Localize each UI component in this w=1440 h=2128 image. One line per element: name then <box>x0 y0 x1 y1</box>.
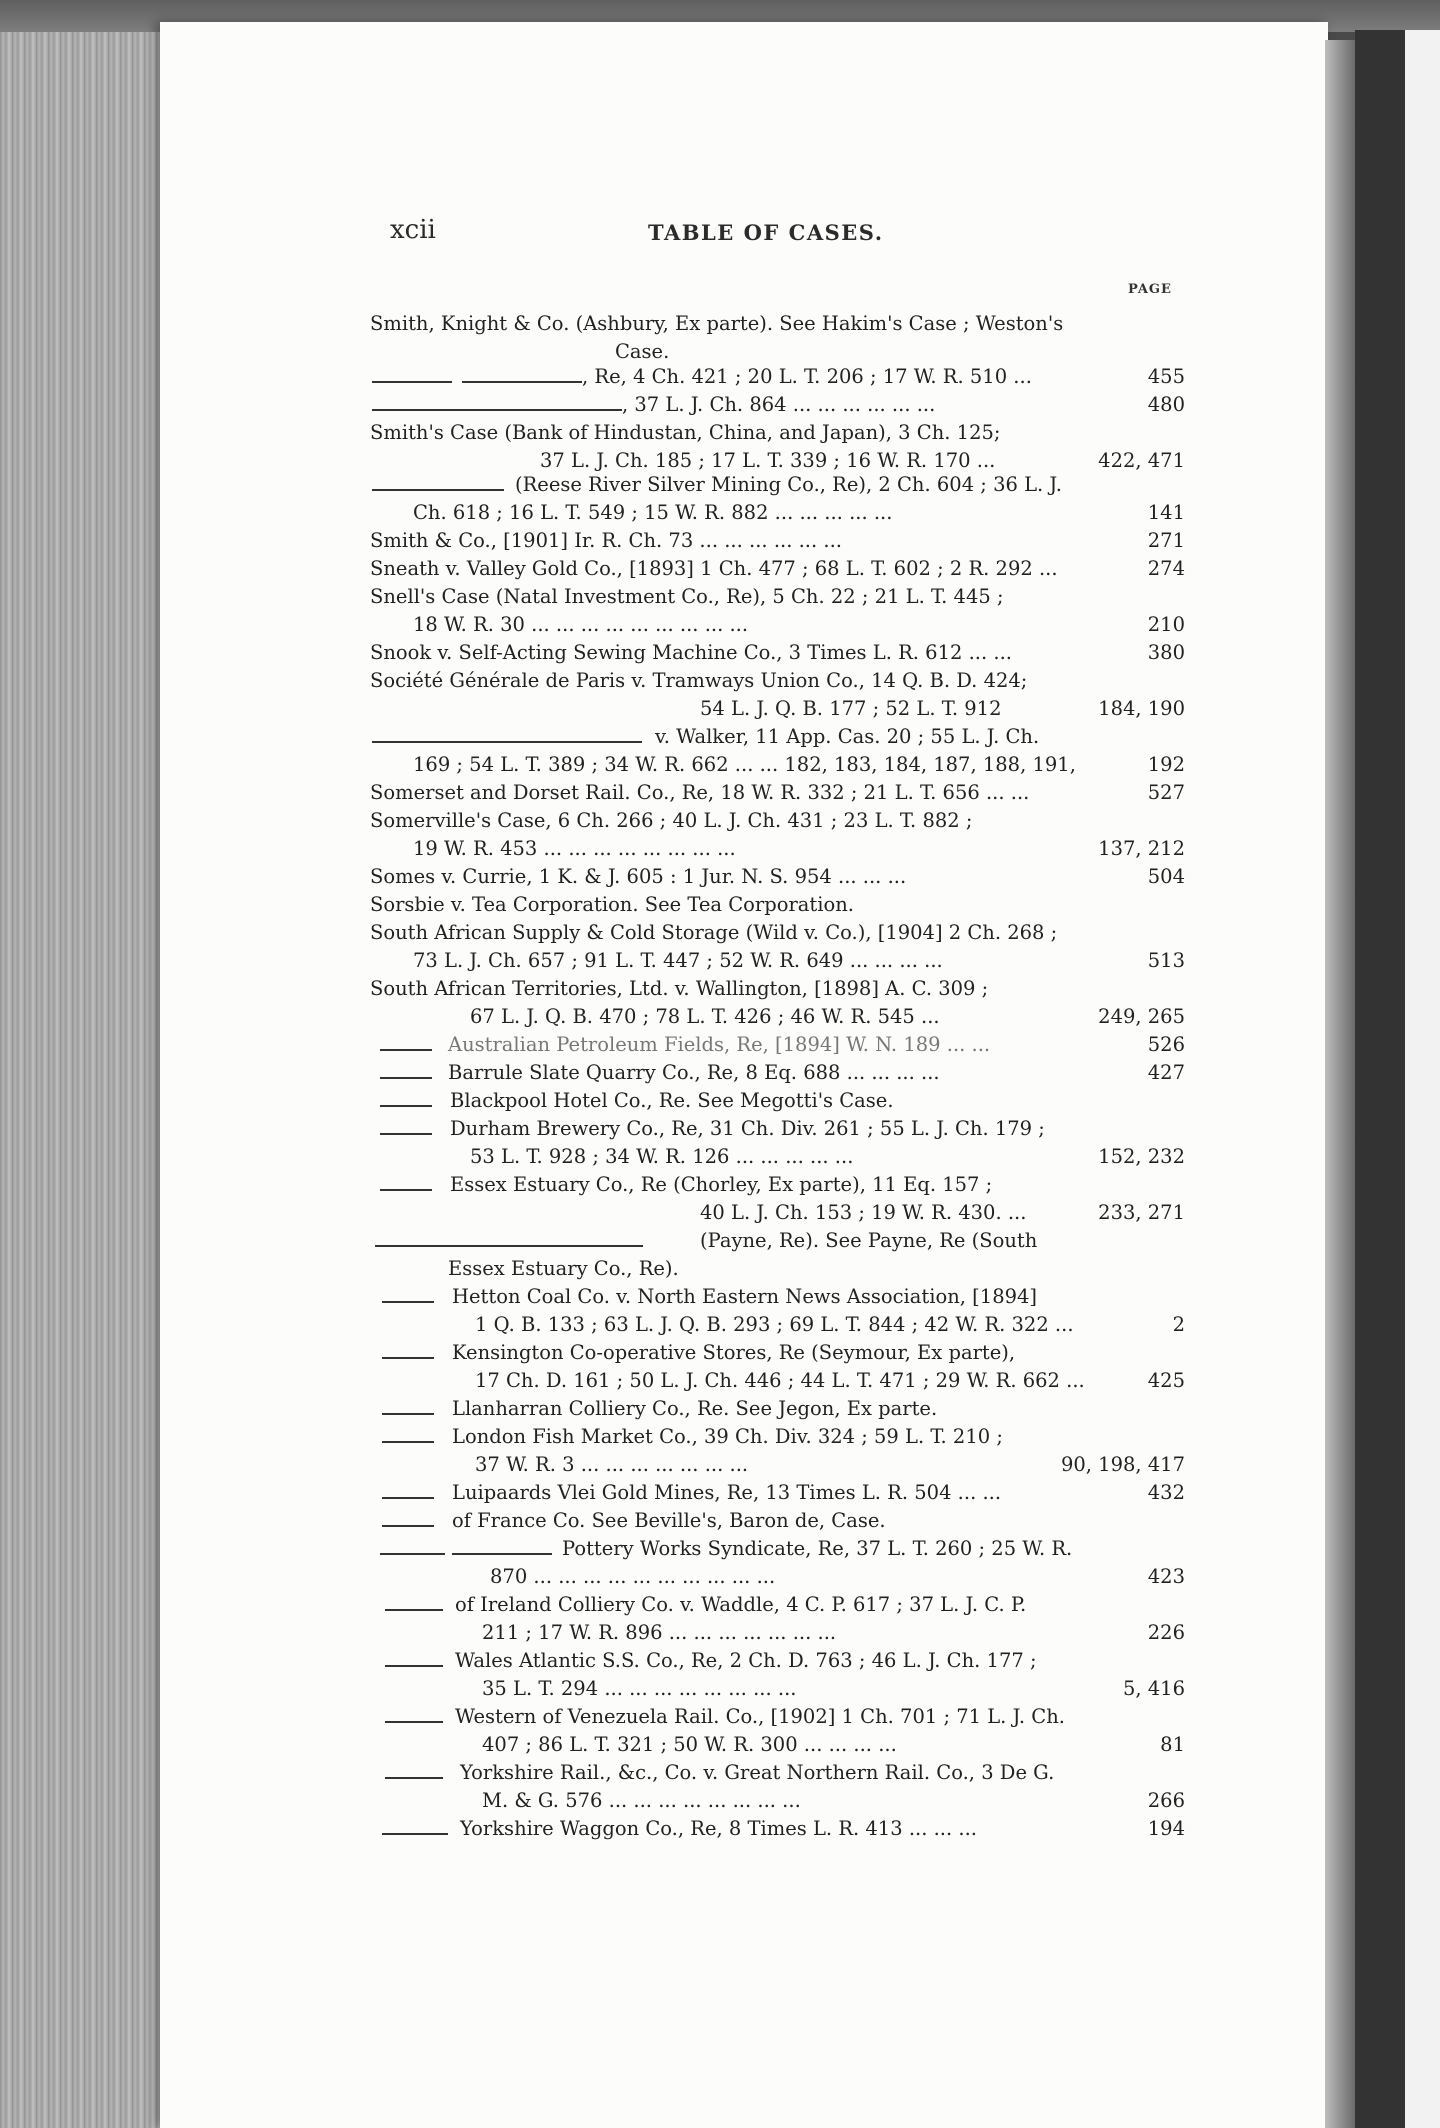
entry-line: Sneath v. Valley Gold Co., [1893] 1 Ch. 477 ; 68 L. T. 602 ; 2 R. 292 ... <box>370 557 1058 580</box>
ditto-dash <box>452 1553 552 1555</box>
entry-page-ref: 249, 265 <box>1098 1005 1185 1028</box>
entry-line: Pottery Works Syndicate, Re, 37 L. T. 260 ; 25 W. R. <box>562 1537 1073 1560</box>
ditto-dash <box>380 1189 432 1191</box>
entry-page-ref: 90, 198, 417 <box>1060 1453 1185 1476</box>
ditto-dash <box>382 1833 448 1835</box>
entry-line: 67 L. J. Q. B. 470 ; 78 L. T. 426 ; 46 W. R. 545 ... <box>470 1005 940 1028</box>
entry-line: 407 ; 86 L. T. 321 ; 50 W. R. 300 ... ... ... ... <box>482 1733 897 1756</box>
entry-line: Snook v. Self-Acting Sewing Machine Co., 3 Times L. R. 612 ... ... <box>370 641 1012 664</box>
entry-line: 1 Q. B. 133 ; 63 L. J. Q. B. 293 ; 69 L. T. 844 ; 42 W. R. 322 ... <box>475 1313 1074 1336</box>
ditto-dash <box>382 1497 434 1499</box>
entry-line: Smith's Case (Bank of Hindustan, China, and Japan), 3 Ch. 125; <box>370 421 1001 444</box>
entry-line: 211 ; 17 W. R. 896 ... ... ... ... ... ... ... <box>482 1621 837 1644</box>
entry-page-ref: 226 <box>1147 1621 1185 1644</box>
entry-line: Snell's Case (Natal Investment Co., Re), 5 Ch. 22 ; 21 L. T. 445 ; <box>370 585 1004 608</box>
entry-page-ref: 425 <box>1147 1369 1185 1392</box>
entry-line: Llanharran Colliery Co., Re. See Jegon, Ex parte. <box>452 1397 938 1420</box>
ditto-dash <box>382 1525 434 1527</box>
entry-page-ref: 81 <box>1160 1733 1185 1756</box>
entry-line: Durham Brewery Co., Re, 31 Ch. Div. 261 ; 55 L. J. Ch. 179 ; <box>450 1117 1045 1140</box>
entry-line: Yorkshire Rail., &c., Co. v. Great Northern Rail. Co., 3 De G. <box>460 1761 1055 1784</box>
entry-page-ref: 423 <box>1147 1565 1185 1588</box>
entry-line: 53 L. T. 928 ; 34 W. R. 126 ... ... ... ... ... <box>470 1145 854 1168</box>
page-number: xcii <box>390 215 436 245</box>
entry-page-ref: 526 <box>1147 1033 1185 1056</box>
entry-line: 54 L. J. Q. B. 177 ; 52 L. T. 912 <box>700 697 1002 720</box>
entry-line: London Fish Market Co., 39 Ch. Div. 324 ; 59 L. T. 210 ; <box>452 1425 1003 1448</box>
entry-line: Essex Estuary Co., Re (Chorley, Ex parte), 11 Eq. 157 ; <box>450 1173 993 1196</box>
entry-line: 870 ... ... ... ... ... ... ... ... ... ... <box>490 1565 776 1588</box>
entry-line: 18 W. R. 30 ... ... ... ... ... ... ... ... ... <box>413 613 749 636</box>
entry-line: Yorkshire Waggon Co., Re, 8 Times L. R. 413 ... ... ... <box>460 1817 977 1840</box>
ditto-dash <box>380 1049 432 1051</box>
entry-page-ref: 504 <box>1147 865 1185 888</box>
entry-page-ref: 137, 212 <box>1098 837 1185 860</box>
entry-line: 73 L. J. Ch. 657 ; 91 L. T. 447 ; 52 W. R. 649 ... ... ... ... <box>413 949 943 972</box>
entry-line: 40 L. J. Ch. 153 ; 19 W. R. 430. ... <box>700 1201 1027 1224</box>
entry-line: South African Territories, Ltd. v. Wallington, [1898] A. C. 309 ; <box>370 977 989 1000</box>
entry-line: Barrule Slate Quarry Co., Re, 8 Eq. 688 ... ... ... ... <box>448 1061 940 1084</box>
entry-line: Case. <box>615 340 670 363</box>
entry-line: Essex Estuary Co., Re). <box>448 1257 679 1280</box>
ditto-dash <box>462 381 582 383</box>
entry-line: Wales Atlantic S.S. Co., Re, 2 Ch. D. 763 ; 46 L. J. Ch. 177 ; <box>455 1649 1037 1672</box>
entry-line: Somerset and Dorset Rail. Co., Re, 18 W. R. 332 ; 21 L. T. 656 ... ... <box>370 781 1030 804</box>
entry-line: 37 W. R. 3 ... ... ... ... ... ... ... <box>475 1453 749 1476</box>
ditto-dash <box>382 1357 434 1359</box>
entry-page-ref: 455 <box>1147 365 1185 388</box>
ditto-dash <box>382 1441 434 1443</box>
entry-page-ref: 266 <box>1147 1789 1185 1812</box>
entry-page-ref: 513 <box>1147 949 1185 972</box>
entry-page-ref: 274 <box>1147 557 1185 580</box>
entry-line: , Re, 4 Ch. 421 ; 20 L. T. 206 ; 17 W. R. 510 ... <box>582 365 1032 388</box>
entry-line: Smith & Co., [1901] Ir. R. Ch. 73 ... ... ... ... ... ... <box>370 529 842 552</box>
entry-line: Blackpool Hotel Co., Re. See Megotti's Case. <box>450 1089 894 1112</box>
ditto-dash <box>380 1553 445 1555</box>
entry-page-ref: 5, 416 <box>1122 1677 1185 1700</box>
entry-line: v. Walker, 11 App. Cas. 20 ; 55 L. J. Ch. <box>655 725 1040 748</box>
entry-line: , 37 L. J. Ch. 864 ... ... ... ... ... ... <box>622 393 936 416</box>
entry-page-ref: 192 <box>1147 753 1185 776</box>
entry-line: of Ireland Colliery Co. v. Waddle, 4 C. P. 617 ; 37 L. J. C. P. <box>455 1593 1027 1616</box>
entry-line: 17 Ch. D. 161 ; 50 L. J. Ch. 446 ; 44 L. T. 471 ; 29 W. R. 662 ... <box>475 1369 1085 1392</box>
ditto-dash <box>372 381 452 383</box>
entry-page-ref: 380 <box>1147 641 1185 664</box>
entry-line: M. & G. 576 ... ... ... ... ... ... ... ... <box>482 1789 801 1812</box>
entry-line: Kensington Co-operative Stores, Re (Seymour, Ex parte), <box>452 1341 1016 1364</box>
entry-page-ref: 527 <box>1147 781 1185 804</box>
ditto-dash <box>375 1245 643 1247</box>
ditto-dash <box>385 1609 443 1611</box>
entry-page-ref: 480 <box>1147 393 1185 416</box>
entry-page-ref: 233, 271 <box>1098 1201 1185 1224</box>
ditto-dash <box>382 1413 434 1415</box>
ditto-dash <box>385 1665 443 1667</box>
entry-page-ref: 194 <box>1147 1817 1185 1840</box>
entry-line: Australian Petroleum Fields, Re, [1894] W. N. 189 ... ... <box>448 1033 991 1056</box>
entry-line: 37 L. J. Ch. 185 ; 17 L. T. 339 ; 16 W. R. 170 ... <box>540 449 996 472</box>
ditto-dash <box>372 489 504 491</box>
entry-line: Ch. 618 ; 16 L. T. 549 ; 15 W. R. 882 ... ... ... ... ... <box>413 501 893 524</box>
entry-line: (Payne, Re). See Payne, Re (South <box>700 1229 1038 1252</box>
entry-line: South African Supply & Cold Storage (Wild v. Co.), [1904] 2 Ch. 268 ; <box>370 921 1058 944</box>
ditto-dash <box>380 1105 432 1107</box>
ditto-dash <box>382 1301 434 1303</box>
ditto-dash <box>385 1721 443 1723</box>
entry-page-ref: 184, 190 <box>1098 697 1185 720</box>
entry-line: 169 ; 54 L. T. 389 ; 34 W. R. 662 ... ... 182, 183, 184, 187, 188, 191, <box>413 753 1076 776</box>
page-title: TABLE OF CASES. <box>648 220 884 245</box>
entry-line: Sorsbie v. Tea Corporation. See Tea Corporation. <box>370 893 854 916</box>
entry-page-ref: 432 <box>1147 1481 1185 1504</box>
ditto-dash <box>372 741 642 743</box>
ditto-dash <box>385 1777 443 1779</box>
page-column-label: PAGE <box>1128 282 1172 297</box>
ditto-dash <box>380 1077 432 1079</box>
entry-page-ref: 152, 232 <box>1098 1145 1185 1168</box>
entry-line: Somerville's Case, 6 Ch. 266 ; 40 L. J. Ch. 431 ; 23 L. T. 882 ; <box>370 809 973 832</box>
entry-line: (Reese River Silver Mining Co., Re), 2 Ch. 604 ; 36 L. J. <box>515 473 1062 496</box>
entry-line: Luipaards Vlei Gold Mines, Re, 13 Times L. R. 504 ... ... <box>452 1481 1002 1504</box>
entry-line: Western of Venezuela Rail. Co., [1902] 1 Ch. 701 ; 71 L. J. Ch. <box>455 1705 1065 1728</box>
entry-page-ref: 2 <box>1172 1313 1185 1336</box>
entry-page-ref: 141 <box>1147 501 1185 524</box>
entry-line: Somes v. Currie, 1 K. & J. 605 : 1 Jur. N. S. 954 ... ... ... <box>370 865 907 888</box>
entry-line: of France Co. See Beville's, Baron de, Case. <box>452 1509 886 1532</box>
entry-line: Hetton Coal Co. v. North Eastern News Association, [1894] <box>452 1285 1038 1308</box>
entry-line: 35 L. T. 294 ... ... ... ... ... ... ... ... <box>482 1677 797 1700</box>
ditto-dash <box>380 1133 432 1135</box>
entry-page-ref: 422, 471 <box>1098 449 1185 472</box>
entry-page-ref: 210 <box>1147 613 1185 636</box>
entry-page-ref: 271 <box>1147 529 1185 552</box>
entry-line: Société Générale de Paris v. Tramways Union Co., 14 Q. B. D. 424; <box>370 669 1028 692</box>
entry-page-ref: 427 <box>1147 1061 1185 1084</box>
entry-line: Smith, Knight & Co. (Ashbury, Ex parte). See Hakim's Case ; Weston's <box>370 312 1064 335</box>
entry-line: 19 W. R. 453 ... ... ... ... ... ... ... ... <box>413 837 736 860</box>
ditto-dash <box>372 409 622 411</box>
